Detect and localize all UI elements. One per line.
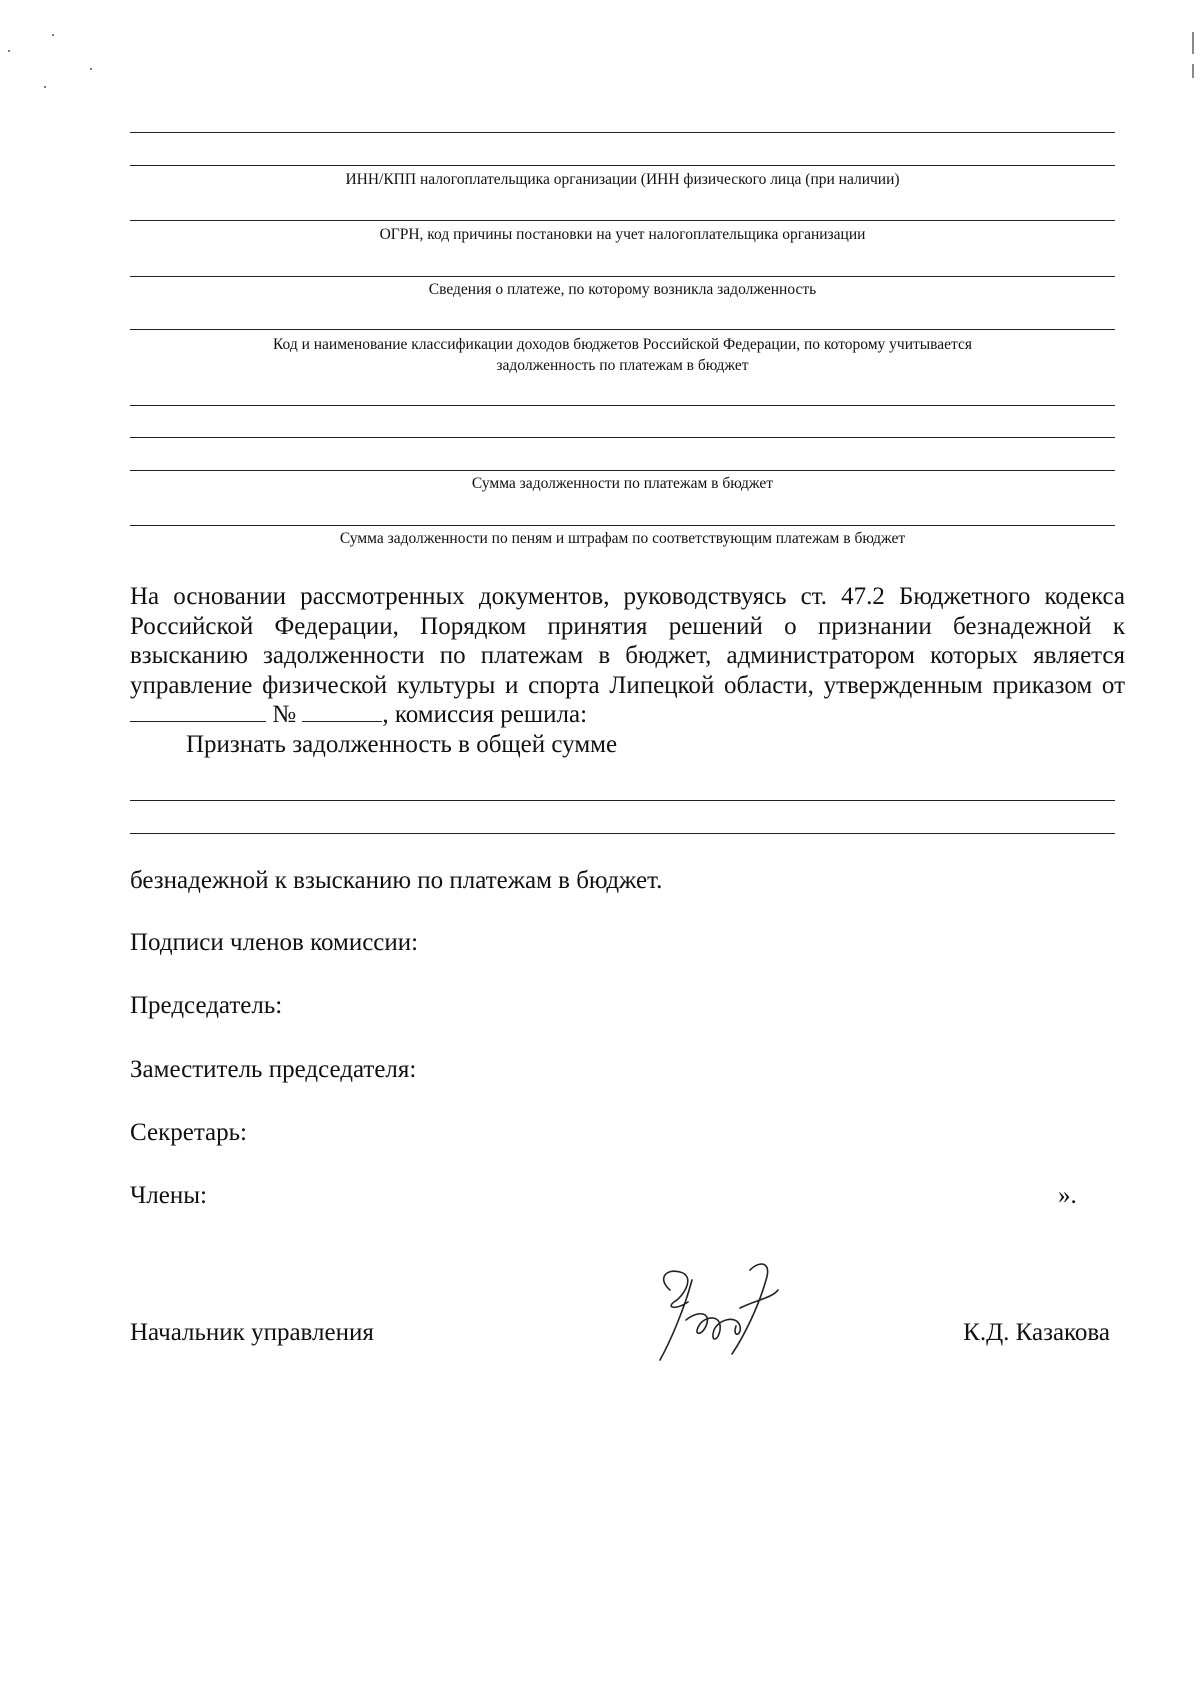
- closing-quote: ».: [1058, 1182, 1077, 1209]
- caption-budget-classification-cont: задолженность по платежам в бюджет: [496, 357, 749, 374]
- head-name: К.Д. Казакова: [963, 1319, 1110, 1346]
- form-line: [130, 220, 1115, 221]
- scan-speck: [44, 86, 46, 88]
- decision-paragraph: [130, 582, 1125, 759]
- scan-edge-mark: [1192, 64, 1194, 78]
- signatures-heading: Подписи членов комиссии:: [130, 929, 419, 956]
- form-line: [130, 132, 1115, 133]
- caption-inn-kpp: ИНН/КПП налогоплательщика организации (ИНН физического лица (при наличии): [345, 171, 900, 188]
- scan-speck: [8, 50, 10, 52]
- handwritten-signature: [640, 1250, 830, 1370]
- order-date-blank: [130, 701, 266, 722]
- chairman-label: Председатель:: [130, 992, 283, 1019]
- form-line: [130, 470, 1115, 471]
- order-number-blank: [302, 701, 382, 722]
- scan-speck: [90, 68, 92, 70]
- number-sign: №: [272, 701, 297, 728]
- hopeless-debt-line: безнадежной к взысканию по платежам в бюджет.: [130, 867, 663, 894]
- caption-budget-classification: Код и наименование классификации доходов бюджетов Российской Федерации, по которому учитывается: [272, 336, 973, 353]
- amount-line: [130, 833, 1115, 834]
- caption-debt-amount: Сумма задолженности по платежам в бюджет: [471, 475, 774, 492]
- caption-payment-info: Сведения о платеже, по которому возникла задолженность: [428, 281, 817, 298]
- deputy-chairman-label: Заместитель председателя:: [130, 1056, 417, 1083]
- form-line: [130, 437, 1115, 438]
- decision-paragraph-text: На основании рассмотренных документов, руководствуясь ст. 47.2 Бюджетного кодекса Российской Федерации, Порядком принятия решений о признании безнадежной к взысканию задолженности по платежам в бюджет, администратором которых является управление физической культуры и спорта Липецкой области, утвержденным приказом от: [130, 583, 1125, 699]
- form-line: [130, 165, 1115, 166]
- scan-speck: [52, 34, 54, 36]
- scan-edge-mark: [1192, 32, 1194, 54]
- decision-tail: , комиссия решила:: [382, 701, 588, 728]
- secretary-label: Секретарь:: [130, 1119, 247, 1146]
- form-line: [130, 405, 1115, 406]
- caption-penalties-amount: Сумма задолженности по пеням и штрафам по соответствующим платежам в бюджет: [339, 530, 906, 547]
- form-line: [130, 329, 1115, 330]
- form-line: [130, 276, 1115, 277]
- head-title: Начальник управления: [130, 1319, 374, 1346]
- caption-ogrn: ОГРН, код причины постановки на учет налогоплательщика организации: [379, 226, 866, 243]
- form-line: [130, 525, 1115, 526]
- amount-line: [130, 800, 1115, 801]
- recognize-debt-line: Признать задолженность в общей сумме: [186, 730, 618, 758]
- members-label: Члены:: [130, 1182, 207, 1209]
